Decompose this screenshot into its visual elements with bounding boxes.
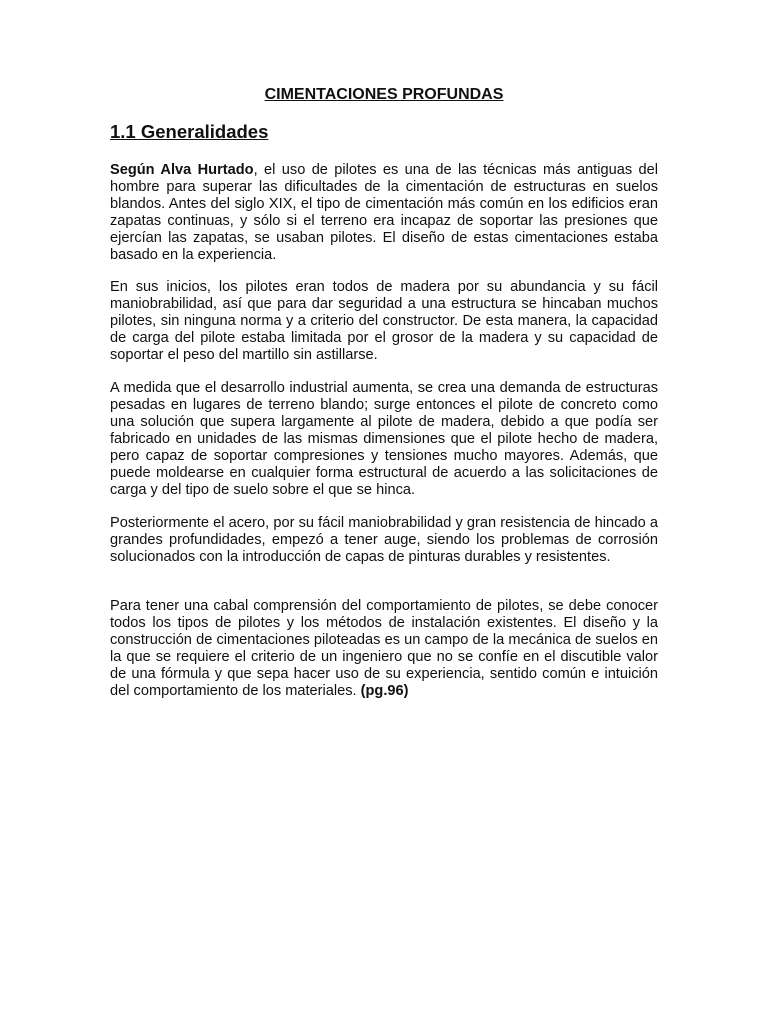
document-title: CIMENTACIONES PROFUNDAS [264,86,504,103]
paragraph-4-text: Posteriormente el acero, por su fácil maniobrabilidad y gran resistencia de hincado a grandes profundidades, empezó a tener auge, siendo los problemas de corrosión solucionados con la introducción de capas de pinturas durables y resistentes. [110,515,658,565]
paragraph-5-text: Para tener una cabal comprensión del comportamiento de pilotes, se debe conocer todos los tipos de pilotes y los métodos de instalación existentes. El diseño y la construcción de cimentaciones piloteadas es un campo de la mecánica de suelos en la que se requiere el criterio de un ingeniero que no se confíe en el discutible valor de una fórmula y que sepa hacer uso de su experiencia, sentido común e intuición del comportamiento de los materiales. [110,598,658,699]
paragraph-3-text: A medida que el desarrollo industrial aumenta, se crea una demanda de estructuras pesadas en lugares de terreno blando; surge entonces el pilote de concreto como una solución que supera largamente al pilote de madera, debido a que podía ser fabricado en unidades de las mismas dimensiones que el pilote hecho de madera, pero capaz de soportar compresiones y tensiones mucho mayores. Además, que puede moldearse en cualquier forma estructural de acuerdo a las solicitaciones de carga y del tipo de suelo sobre el que se hinca. [110,380,658,498]
paragraph-3 [110,380,658,499]
paragraph-1 [110,162,658,264]
paragraph-2 [110,279,658,364]
paragraph-5 [110,598,658,700]
page-reference: (pg.96) [360,683,409,699]
author-name: Según Alva Hurtado [110,162,254,178]
section-heading: 1.1 Generalidades [110,121,269,142]
paragraph-2-text: En sus inicios, los pilotes eran todos de madera por su abundancia y su fácil maniobrabilidad, así que para dar seguridad a una estructura se hincaban muchos pilotes, sin ninguna norma y a criterio del constructor. De esta manera, la capacidad de carga del pilote estaba limitada por el grosor de la madera y su capacidad de soportar el peso del martillo sin astillarse. [110,279,658,363]
paragraph-1-text: , el uso de pilotes es una de las técnicas más antiguas del hombre para superar las dificultades de la cimentación de estructuras en suelos blandos. Antes del siglo XIX, el tipo de cimentación más común en los edificios eran zapatas continuas, y sólo si el terreno era incapaz de soportar las presiones que ejercían las zapatas, se usaban pilotes. El diseño de estas cimentaciones estaba basado en la experiencia. [110,162,658,263]
paragraph-4 [110,515,658,566]
